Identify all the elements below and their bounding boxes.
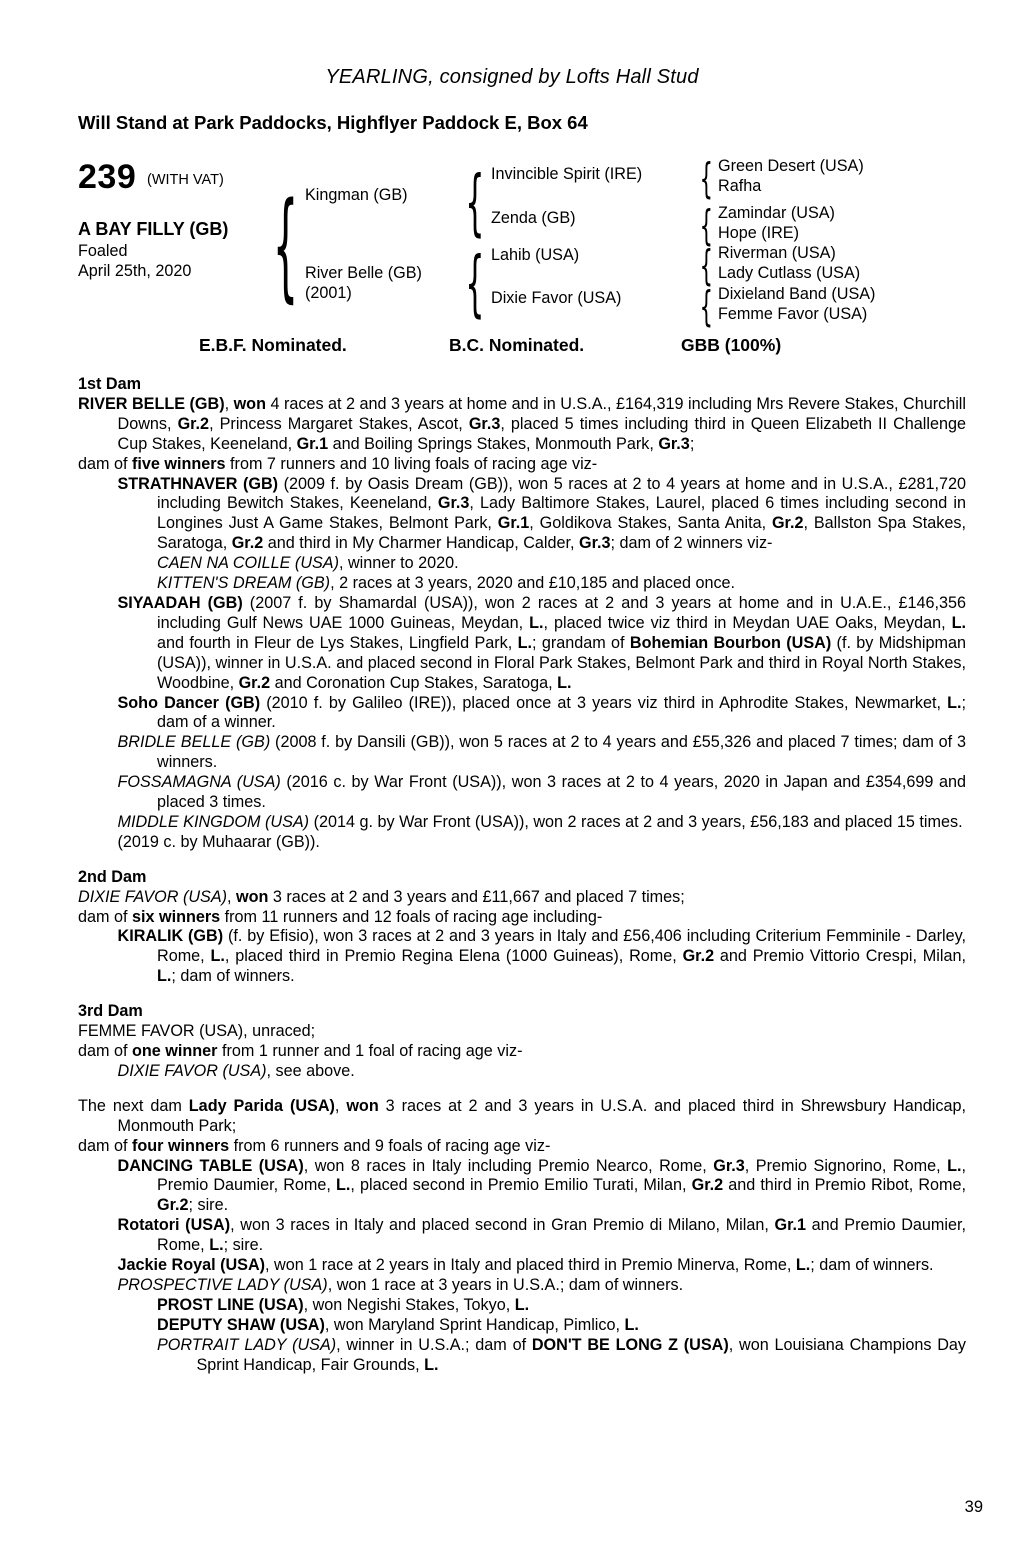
text-run: KITTEN'S DREAM (GB) — [157, 574, 331, 593]
horse-name: A BAY FILLY (GB) — [78, 219, 229, 239]
text-run: ; sire. — [223, 1236, 264, 1255]
text-run: and fourth in Fleur de Lys Stakes, Lingfield Park, — [157, 633, 518, 652]
text-run: Gr.2 — [157, 1196, 189, 1215]
text-run: , placed twice viz third in Meydan UAE Oaks, Meydan, — [543, 613, 952, 632]
text-run: (f. by Efisio), won 3 races at 2 and 3 years in Italy and £56,406 including Criterium Femminile - Darley, Rome, — [157, 927, 966, 966]
text-run: (2007 f. by Shamardal (USA)), won 2 races at 2 and 3 years at home and in U.A.E., £146,356 including Gulf News UAE 1000 Guineas, Meydan, — [157, 593, 966, 632]
text-run: Gr.2 — [771, 514, 804, 533]
pedigree-brace-main: { — [273, 176, 299, 314]
foaled-label: Foaled — [78, 242, 128, 260]
pedigree-paragraph — [78, 813, 966, 833]
granddam-2: Dixie Favor (USA) — [491, 289, 622, 307]
text-run: ; dam of a winner. — [157, 693, 966, 732]
text-run: L. — [514, 1295, 530, 1314]
text-run: ; dam of winners. — [171, 967, 295, 986]
text-run: SIYAADAH (GB) — [117, 593, 243, 612]
text-run: dam of — [78, 454, 132, 473]
gbb-nomination: GBB (100%) — [681, 335, 782, 355]
text-run: PROSPECTIVE LADY (USA) — [117, 1275, 328, 1294]
text-run: ; dam of winners. — [810, 1256, 934, 1275]
text-run: L. — [336, 1176, 351, 1195]
text-run: DIXIE FAVOR (USA) — [117, 1061, 267, 1080]
text-run: won — [233, 394, 266, 413]
text-run: (2008 f. by Dansili (GB)), won 5 races at 2 to 4 years and £55,326 and placed 7 times; dam of 3 winners. — [157, 733, 966, 772]
pedigree-paragraph — [78, 1097, 966, 1137]
text-run: The next dam — [78, 1096, 189, 1115]
pedigree-paragraph — [78, 1157, 966, 1217]
pedigree-paragraph — [78, 733, 966, 773]
great-grandparent-8: Femme Favor (USA) — [718, 305, 868, 323]
pedigree-paragraph — [78, 773, 966, 813]
text-run: , placed third in Premio Regina Elena (1000 Guineas), Rome, — [224, 947, 683, 966]
text-run: L. — [210, 947, 225, 966]
pedigree-paragraph — [78, 1042, 966, 1062]
pedigree-paragraph — [78, 927, 966, 987]
text-run: , winner to 2020. — [339, 554, 459, 573]
pedigree-paragraph — [78, 694, 966, 734]
great-grandparent-1: Green Desert (USA) — [718, 157, 864, 175]
great-grandparent-6: Lady Cutlass (USA) — [718, 264, 861, 282]
text-run: Bohemian Bourbon (USA) — [629, 633, 832, 652]
text-run: dam of — [78, 1136, 132, 1155]
text-run: , — [227, 887, 237, 906]
pedigree-paragraph — [78, 1216, 966, 1256]
text-run: 3rd Dam — [78, 1002, 143, 1021]
text-run: and Premio Daumier, Rome, — [157, 1216, 966, 1255]
text-run: ; — [689, 434, 695, 453]
pedigree-paragraph — [78, 1276, 966, 1296]
lot-number: 239 — [78, 158, 137, 196]
text-run: (2014 g. by War Front (USA)), won 2 races at 2 and 3 years, £56,183 and placed 15 times. — [309, 812, 963, 831]
text-run: DIXIE FAVOR (USA) — [78, 887, 228, 906]
text-run: , winner in U.S.A.; dam of — [336, 1335, 532, 1354]
text-run: RIVER BELLE (GB) — [78, 394, 225, 413]
text-run: from 7 runners and 10 living foals of racing age viz- — [225, 454, 598, 473]
text-run: L. — [624, 1315, 639, 1334]
text-run: , — [224, 394, 234, 413]
great-grandparent-7: Dixieland Band (USA) — [718, 285, 876, 303]
text-run: won — [236, 887, 269, 906]
pedigree-paragraph — [78, 1296, 966, 1316]
text-run: from 6 runners and 9 foals of racing age viz- — [229, 1136, 551, 1155]
text-run: Gr.2 — [231, 534, 264, 553]
text-run: (2010 f. by Galileo (IRE)), placed once at 3 years viz third in Aphrodite Stakes, Newmarket, — [260, 693, 948, 712]
text-run: 3 races at 2 and 3 years and £11,667 and placed 7 times; — [268, 887, 685, 906]
nominations-line — [0, 335, 1024, 357]
text-run: from 11 runners and 12 foals of racing age including- — [220, 907, 603, 926]
pedigree-paragraph — [78, 1062, 966, 1082]
text-run: and Premio Vittorio Crespi, Milan, — [714, 947, 966, 966]
pedigree-paragraph — [78, 1256, 966, 1276]
text-run: L. — [947, 1156, 962, 1175]
text-run: ; sire. — [188, 1196, 229, 1215]
text-run: L. — [557, 673, 572, 692]
pedigree-paragraph — [78, 395, 966, 455]
text-run: Gr.1 — [497, 514, 530, 533]
text-run: , Premio Daumier, Rome, — [157, 1156, 966, 1195]
text-run: (2019 c. by Muhaarar (GB)). — [117, 832, 320, 851]
text-run: , won 1 race at 3 years in U.S.A.; dam of winners. — [327, 1275, 684, 1294]
pedigree-paragraph — [78, 1316, 966, 1336]
text-run: Gr.3 — [713, 1156, 745, 1175]
pedigree-brace-gen3-2: { — [699, 201, 713, 250]
text-run: and third in Premio Ribot, Rome, — [723, 1176, 967, 1195]
text-run: , won 3 races in Italy and placed second in Gran Premio di Milano, Milan, — [230, 1216, 775, 1235]
text-run: L. — [795, 1256, 811, 1275]
text-run: , Princess Margaret Stakes, Ascot, — [209, 414, 469, 433]
text-run: (2016 c. by War Front (USA)), won 3 races at 2 to 4 years, 2020 in Japan and £354,699 and placed 3 times. — [157, 773, 966, 812]
text-run: , placed 5 times including third in Queen Elizabeth II Challenge Cup Stakes, Keeneland, — [117, 414, 966, 453]
great-grandparent-4: Hope (IRE) — [718, 224, 799, 242]
pedigree-brace-sire: { — [465, 160, 485, 244]
pedigree-paragraph — [78, 888, 966, 908]
pedigree-paragraph — [78, 594, 966, 694]
text-run: L. — [947, 693, 962, 712]
text-run: L. — [424, 1355, 439, 1374]
text-run: Soho Dancer (GB) — [117, 693, 261, 712]
pedigree-paragraph — [78, 908, 966, 928]
text-run: , won Louisiana Champions Day Sprint Handicap, Fair Grounds, — [196, 1335, 967, 1374]
page-title: YEARLING, consigned by Lofts Hall Stud — [325, 66, 699, 88]
great-grandparent-2: Rafha — [718, 177, 762, 195]
grandsire-2: Lahib (USA) — [491, 246, 580, 264]
text-run: Gr.3 — [579, 534, 611, 553]
text-run: Gr.1 — [296, 434, 329, 453]
text-run: L. — [209, 1236, 224, 1255]
text-run: , placed second in Premio Emilio Turati, Milan, — [350, 1176, 692, 1195]
page-number: 39 — [964, 1498, 983, 1516]
text-run: DANCING TABLE (USA) — [117, 1156, 304, 1175]
text-run: FEMME FAVOR (USA), unraced; — [78, 1022, 316, 1041]
text-run: DEPUTY SHAW (USA) — [157, 1315, 325, 1334]
text-run: , won 8 races in Italy including Premio Nearco, Rome, — [303, 1156, 714, 1175]
text-run: Gr.1 — [774, 1216, 807, 1235]
sire-name: Kingman (GB) — [305, 186, 408, 204]
text-run: L. — [517, 633, 532, 652]
text-run: , won Maryland Sprint Handicap, Pimlico, — [324, 1315, 625, 1334]
text-run: (f. by Midshipman (USA)), winner in U.S.A. and placed second in Floral Park Stakes, Belmont Park and third in Royal North Stakes, Woodbine, — [157, 633, 966, 692]
pedigree-brace-gen3-4: { — [699, 282, 713, 331]
text-run: five winners — [132, 454, 226, 473]
pedigree-paragraph — [78, 1137, 966, 1157]
granddam-1: Zenda (GB) — [491, 209, 576, 227]
pedigree-paragraph — [78, 574, 966, 594]
text-run: four winners — [132, 1136, 230, 1155]
text-run: and Boiling Springs Stakes, Monmouth Park, — [328, 434, 659, 453]
pedigree-text-block — [78, 375, 966, 1376]
text-run: Gr.3 — [437, 494, 470, 513]
text-run: MIDDLE KINGDOM (USA) — [117, 812, 310, 831]
pedigree-paragraph — [78, 375, 966, 395]
bc-nomination: B.C. Nominated. — [449, 335, 585, 355]
text-run: Gr.2 — [682, 947, 715, 966]
text-run: 2nd Dam — [78, 867, 147, 886]
text-run: and Coronation Cup Stakes, Saratoga, — [270, 673, 558, 692]
text-run: Gr.3 — [658, 434, 690, 453]
stand-location-line: Will Stand at Park Paddocks, Highflyer Paddock E, Box 64 — [78, 112, 588, 133]
pedigree-paragraph — [78, 833, 966, 853]
text-run: CAEN NA COILLE (USA) — [157, 554, 339, 573]
pedigree-paragraph — [78, 1002, 966, 1022]
text-run: , Ballston Spa Stakes, Saratoga, — [157, 514, 966, 553]
text-run: PROST LINE (USA) — [157, 1295, 304, 1314]
text-run: Gr.2 — [691, 1176, 724, 1195]
text-run: Gr.2 — [177, 414, 210, 433]
pedigree-brace-gen3-3: { — [699, 241, 713, 290]
text-run: , Lady Baltimore Stakes, Laurel, placed 6 times including second in Longines Just A Game Stakes, Belmont Park, — [157, 494, 966, 533]
text-run: STRATHNAVER (GB) — [117, 474, 279, 493]
text-run: L. — [157, 967, 172, 986]
foaled-date: April 25th, 2020 — [78, 262, 192, 280]
text-run: Gr.2 — [238, 673, 271, 692]
text-run: , Premio Signorino, Rome, — [744, 1156, 948, 1175]
grandsire-1: Invincible Spirit (IRE) — [491, 165, 643, 183]
text-run: BRIDLE BELLE (GB) — [117, 733, 271, 752]
text-run: , won 1 race at 2 years in Italy and placed third in Premio Minerva, Rome, — [265, 1256, 796, 1275]
pedigree-paragraph — [78, 868, 966, 888]
text-run: 4 races at 2 and 3 years at home and in U.S.A., £164,319 including Mrs Revere Stakes, Churchill Downs, — [117, 394, 966, 433]
text-run: Rotatori (USA) — [117, 1216, 231, 1235]
text-run: one winner — [132, 1042, 218, 1060]
text-run: KIRALIK (GB) — [117, 927, 224, 946]
text-run: , see above. — [266, 1061, 355, 1080]
text-run: ; grandam of — [531, 633, 630, 652]
pedigree-paragraph — [78, 1022, 966, 1042]
dam-year: (2001) — [305, 284, 352, 302]
text-run: from 1 runner and 1 foal of racing age viz- — [217, 1042, 523, 1060]
text-run: PORTRAIT LADY (USA) — [157, 1335, 337, 1354]
text-run: and third in My Charmer Handicap, Calder, — [263, 534, 580, 553]
text-run: L. — [951, 613, 966, 632]
text-run: , Goldikova Stakes, Santa Anita, — [529, 514, 772, 533]
text-run: Gr.3 — [468, 414, 501, 433]
text-run: L. — [529, 613, 544, 632]
text-run: six winners — [132, 907, 221, 926]
text-run: , 2 races at 3 years, 2020 and £10,185 and placed once. — [330, 574, 736, 593]
text-run: (2009 f. by Oasis Dream (GB)), won 5 races at 2 to 4 years at home and in U.S.A., £281,720 including Bewitch Stakes, Keeneland, — [157, 474, 966, 513]
text-run: DON'T BE LONG Z (USA) — [531, 1335, 729, 1354]
great-grandparent-5: Riverman (USA) — [718, 244, 836, 262]
great-grandparent-3: Zamindar (USA) — [718, 204, 835, 222]
pedigree-paragraph — [78, 1336, 966, 1376]
vat-note: (WITH VAT) — [147, 172, 224, 188]
text-run: dam of — [78, 907, 132, 926]
text-run: Lady Parida (USA) — [188, 1096, 335, 1115]
pedigree-brace-gen3-1: { — [699, 154, 713, 203]
text-run: FOSSAMAGNA (USA) — [117, 773, 281, 792]
text-run: ; dam of 2 winners viz- — [610, 534, 773, 553]
ebf-nomination: E.B.F. Nominated. — [199, 335, 347, 355]
text-run: 3 races at 2 and 3 years in U.S.A. and placed third in Shrewsbury Handicap, Monmouth Park; — [117, 1096, 966, 1135]
text-run: dam of — [78, 1042, 132, 1060]
text-run: Jackie Royal (USA) — [117, 1256, 266, 1275]
text-run: won — [346, 1096, 379, 1115]
pedigree-paragraph — [78, 554, 966, 574]
text-run: , won Negishi Stakes, Tokyo, — [303, 1295, 515, 1314]
pedigree-brace-dam: { — [465, 241, 485, 325]
text-run: , — [334, 1096, 347, 1115]
dam-name: River Belle (GB) — [305, 264, 422, 282]
pedigree-paragraph — [78, 455, 966, 475]
pedigree-paragraph — [78, 475, 966, 555]
text-run: 1st Dam — [78, 375, 141, 393]
